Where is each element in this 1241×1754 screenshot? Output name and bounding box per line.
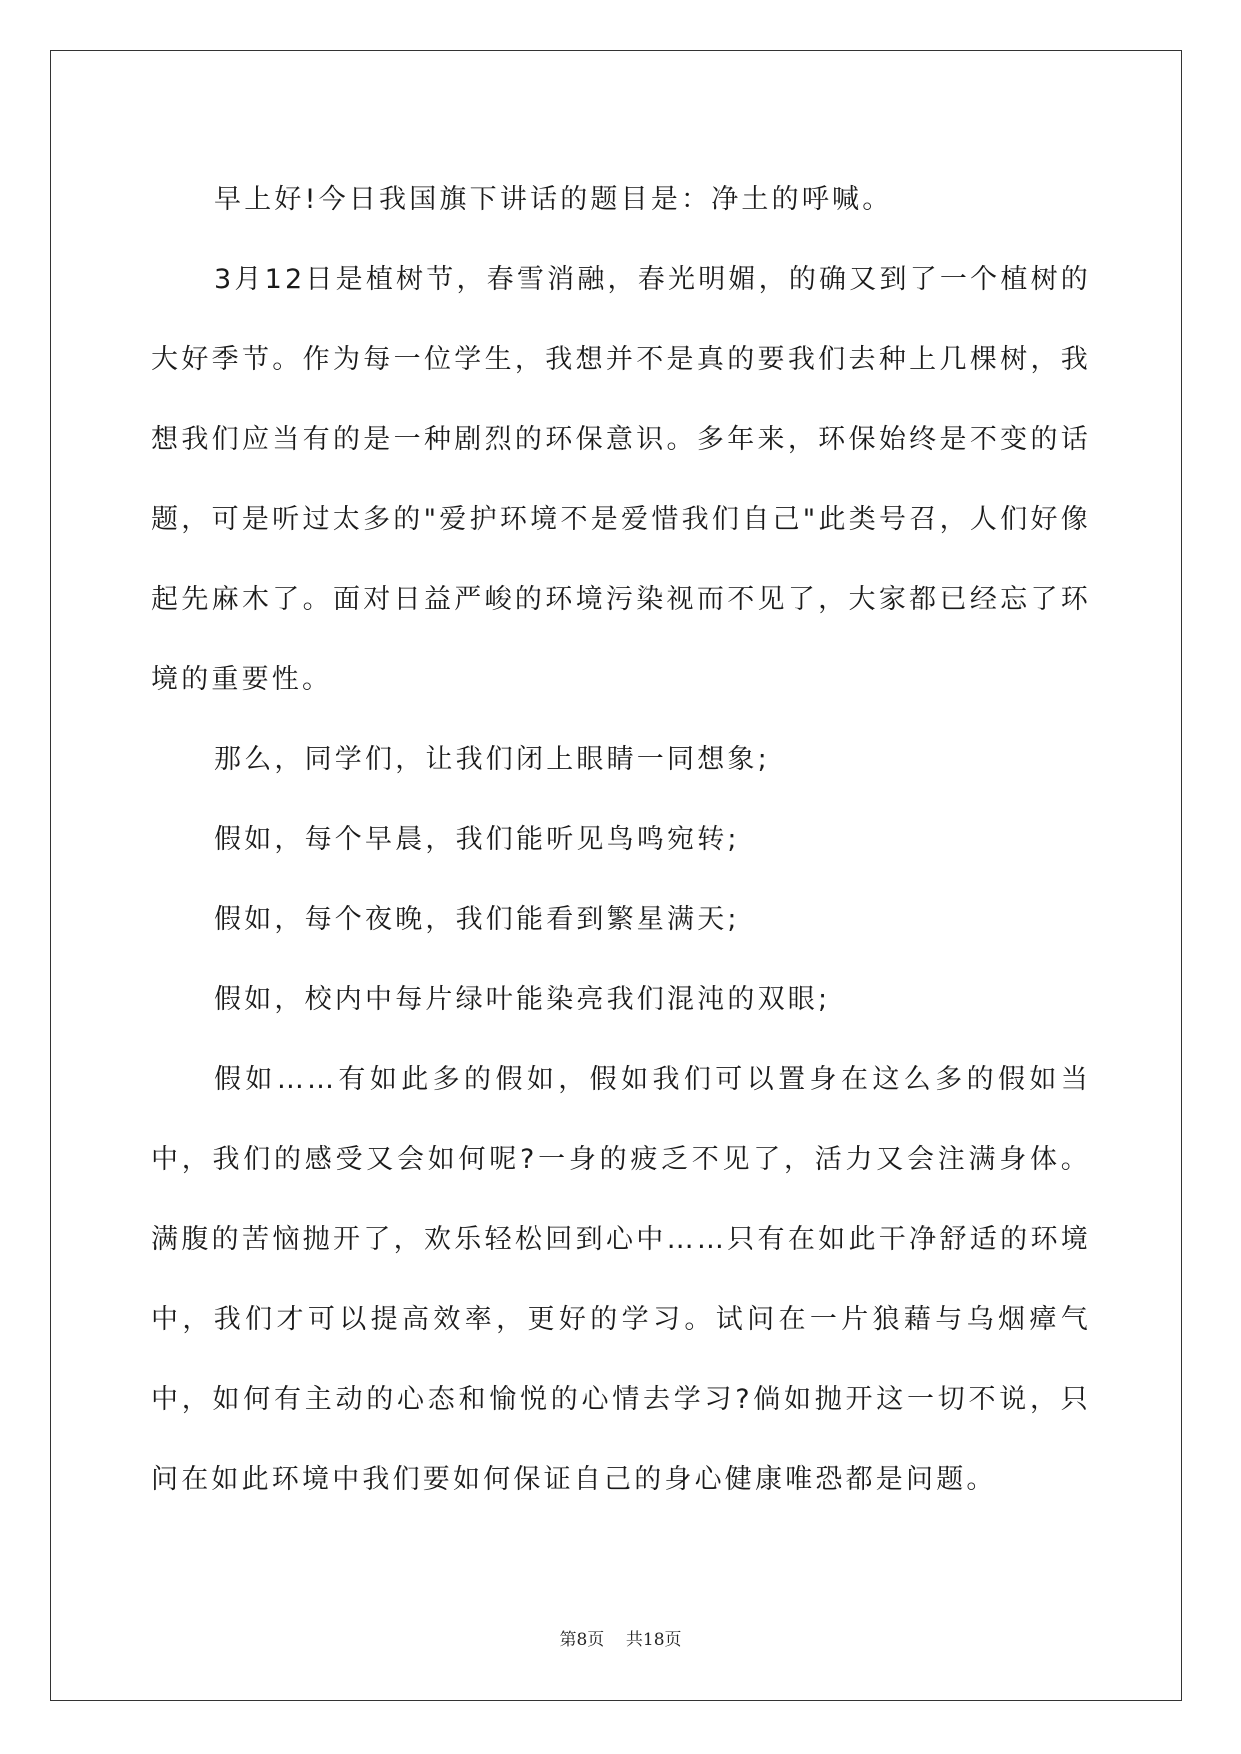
paragraph-morning: 假如，每个早晨，我们能听见鸟鸣宛转; xyxy=(214,824,740,855)
page-number: 第8页 xyxy=(559,1630,605,1650)
page-footer xyxy=(0,1625,1241,1650)
page-total: 共18页 xyxy=(625,1630,682,1650)
paragraph-imagine: 那么，同学们，让我们闭上眼睛一同想象; xyxy=(214,744,770,775)
paragraph-environment: 假如……有如此多的假如，假如我们可以置身在这么多的假如当中，我们的感受又会如何呢?一身的疲乏不见了，活力又会注满身体。满腹的苦恼抛开了，欢乐轻松回到心中……只有在如此干净舒适的环境中，我们才可以提高效率，更好的学习。试问在一片狼藉与乌烟瘴气中，如何有主动的心态和愉悦的心情去学习?倘如抛开这一切不说，只问在如此环境中我们要如何保证自己的身心健康唯恐都是问题。 xyxy=(151,1064,1091,1495)
document-body xyxy=(151,160,1091,1520)
paragraph-green-leaves: 假如，校内中每片绿叶能染亮我们混沌的双眼; xyxy=(214,984,831,1015)
paragraph-arbor-day: 3月12日是植树节，春雪消融，春光明媚，的确又到了一个植树的大好季节。作为每一位学生，我想并不是真的要我们去种上几棵树，我想我们应当有的是一种剧烈的环保意识。多年来，环保始终是不变的话题，可是听过太多的"爱护环境不是爱惜我们自己"此类号召，人们好像起先麻木了。面对日益严峻的环境污染视而不见了，大家都已经忘了环境的重要性。 xyxy=(151,264,1091,695)
paragraph-greeting: 早上好!今日我国旗下讲话的题目是：净土的呼喊。 xyxy=(214,184,893,215)
paragraph-night: 假如，每个夜晚，我们能看到繁星满天; xyxy=(214,904,740,935)
